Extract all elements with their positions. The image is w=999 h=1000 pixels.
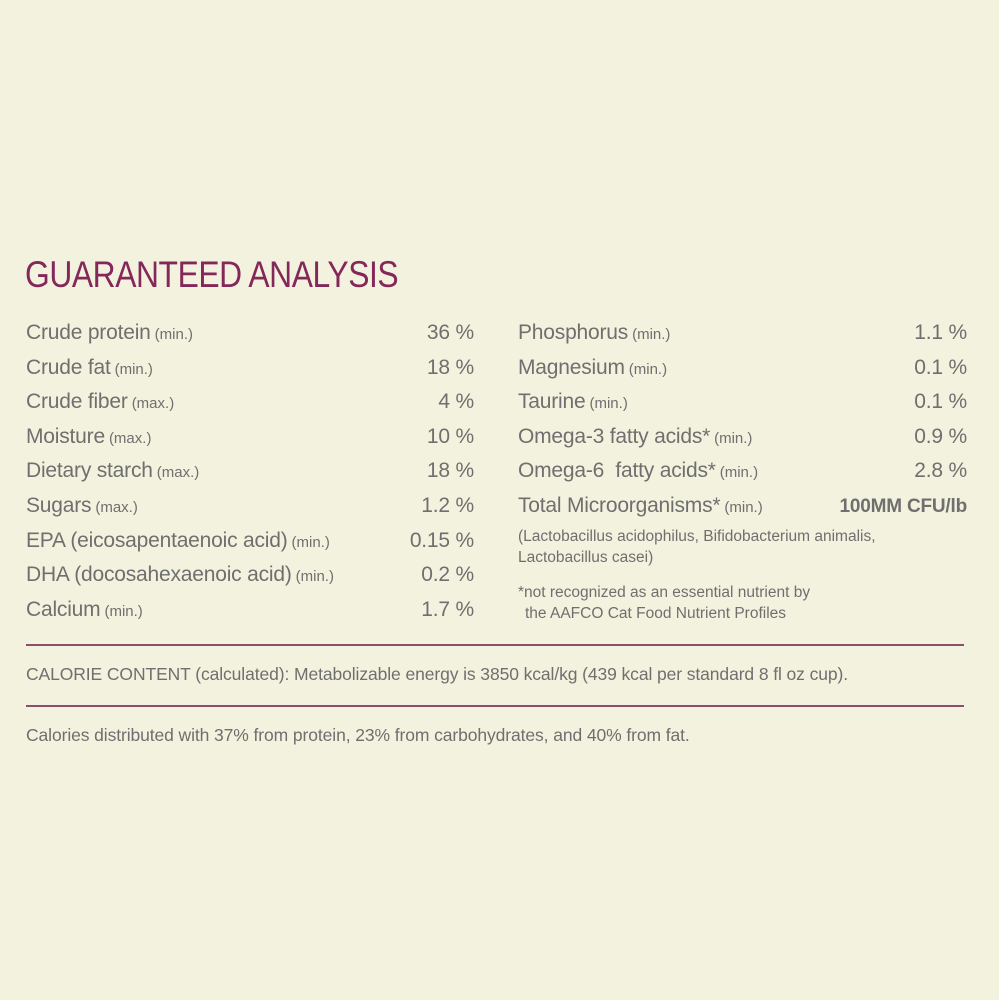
nutrient-row [518, 420, 967, 455]
divider [26, 705, 964, 707]
analysis-column-right [518, 316, 967, 624]
nutrient-name: Crude fiber [26, 390, 128, 414]
nutrient-row [518, 316, 967, 351]
nutrient-name: Taurine [518, 390, 586, 414]
nutrient-row [26, 593, 474, 628]
footnote-line: the AAFCO Cat Food Nutrient Profiles [525, 604, 787, 622]
nutrient-value: 0.2 % [421, 563, 474, 587]
footnote-line: *not recognized as an essential nutrient by [518, 583, 811, 601]
nutrient-value: 10 % [426, 424, 474, 448]
nutrient-qualifier: (min.) [589, 395, 628, 413]
nutrient-value: 1.1 % [914, 321, 967, 344]
nutrient-row [26, 454, 474, 489]
nutrient-value: 18 % [426, 355, 474, 379]
nutrient-name: Calcium [26, 597, 101, 621]
nutrient-qualifier: (max.) [108, 429, 152, 447]
nutrient-qualifier: (min.) [295, 568, 334, 586]
nutrient-qualifier: (max.) [131, 395, 175, 413]
nutrient-value: 1.2 % [421, 493, 474, 517]
nutrient-name: Crude protein [26, 321, 151, 344]
nutrient-name: Dietary starch [26, 459, 153, 483]
divider [26, 644, 964, 646]
nutrient-name: Total Microorganisms* [518, 493, 721, 517]
nutrient-qualifier: (min.) [724, 498, 763, 516]
nutrient-row [518, 351, 967, 386]
nutrient-qualifier: (min.) [291, 533, 330, 551]
nutrient-row [26, 489, 474, 524]
nutrient-qualifier: (min.) [632, 326, 671, 343]
nutrient-qualifier: (min.) [628, 360, 668, 378]
species-line: Lactobacillus casei) [518, 548, 654, 566]
species-line: (Lactobacillus acidophilus, Bifidobacterium animalis, [518, 527, 876, 545]
nutrient-name: Sugars [26, 493, 92, 517]
nutrient-name: Omega-6 fatty acids* [518, 459, 716, 483]
nutrient-row [26, 420, 474, 455]
calorie-distribution: Calories distributed with 37% from protein, 23% from carbohydrates, and 40% from fat. [26, 725, 690, 745]
nutrient-qualifier: (min.) [719, 464, 759, 482]
nutrient-value: 0.15 % [409, 528, 474, 552]
nutrient-value: 0.9 % [914, 424, 967, 448]
nutrient-value: 0.1 % [914, 390, 967, 414]
nutrient-row [26, 524, 474, 559]
nutrient-row [26, 385, 474, 420]
nutrient-row [26, 316, 474, 351]
section-title: GUARANTEED ANALYSIS [25, 254, 399, 295]
nutrient-value: 1.7 % [421, 597, 474, 621]
nutrient-qualifier: (min.) [154, 326, 193, 343]
nutrient-value: 36 % [426, 321, 474, 344]
nutrient-name: Magnesium [518, 355, 625, 379]
aafco-footnote [518, 582, 967, 624]
nutrient-row [518, 385, 967, 420]
nutrient-qualifier: (min.) [114, 360, 153, 378]
nutrient-qualifier: (max.) [156, 464, 200, 482]
nutrient-name: DHA (docosahexaenoic acid) [26, 563, 292, 587]
nutrient-name: EPA (eicosapentaenoic acid) [26, 528, 288, 552]
nutrient-name: Omega-3 fatty acids* [518, 424, 711, 448]
nutrient-name: Moisture [26, 424, 105, 448]
nutrient-row [26, 558, 474, 593]
nutrient-qualifier: (min.) [104, 602, 143, 620]
nutrient-name: Crude fat [26, 355, 111, 379]
nutrient-value: 0.1 % [914, 355, 967, 379]
analysis-column-left [26, 316, 474, 627]
calorie-content: CALORIE CONTENT (calculated): Metabolizable energy is 3850 kcal/kg (439 kcal per standard 8 fl oz cup). [26, 664, 848, 684]
nutrient-row [518, 489, 967, 524]
nutrient-value: 2.8 % [914, 459, 967, 483]
nutrient-name: Phosphorus [518, 321, 629, 344]
nutrient-row [26, 351, 474, 386]
nutrient-qualifier: (max.) [95, 498, 138, 516]
nutrient-value: 100MM CFU/lb [839, 495, 967, 517]
microorganism-species [518, 526, 967, 568]
nutrient-value: 18 % [426, 459, 474, 483]
nutrient-qualifier: (min.) [714, 429, 753, 447]
nutrient-row [518, 454, 967, 489]
nutrient-value: 4 % [438, 390, 474, 414]
